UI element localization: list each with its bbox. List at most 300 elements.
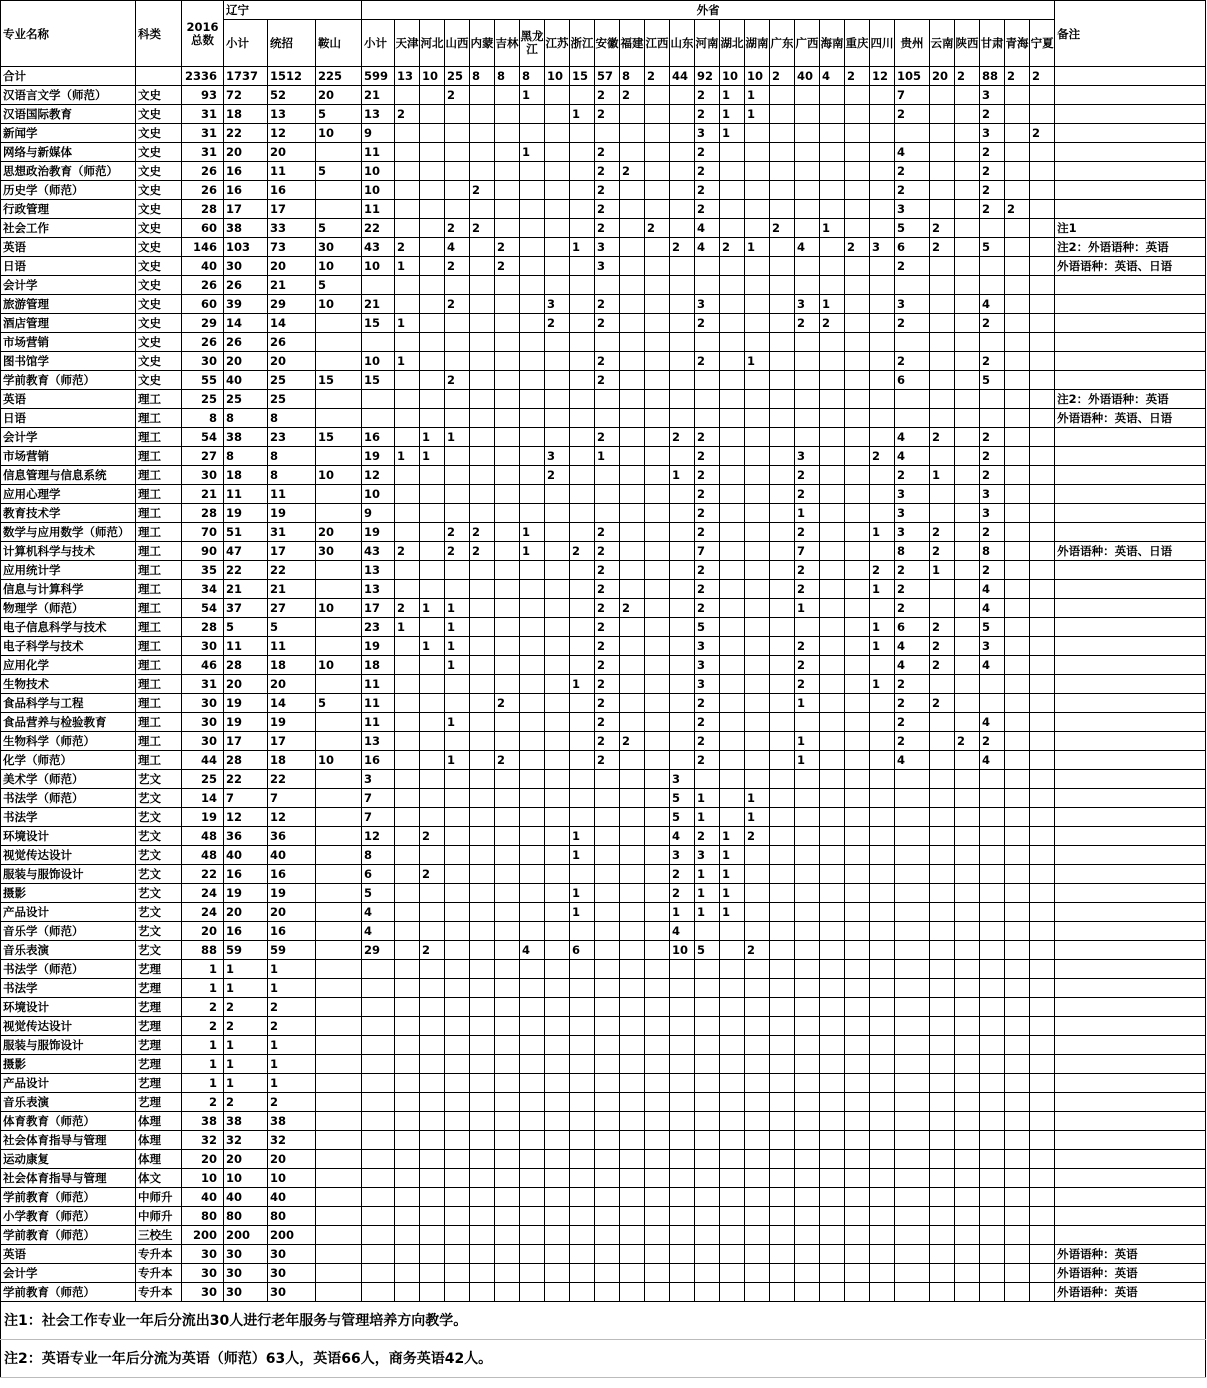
table-row xyxy=(1,1245,1206,1264)
count-cell xyxy=(980,903,1005,922)
count-cell xyxy=(570,1188,595,1207)
remark-cell: 注1 xyxy=(1055,219,1206,238)
count-cell xyxy=(645,732,670,751)
remark-cell xyxy=(1055,523,1206,542)
count-cell xyxy=(1030,1055,1055,1074)
count-cell xyxy=(720,352,745,371)
count-cell: 4 xyxy=(695,219,720,238)
count-cell: 200 xyxy=(224,1226,268,1245)
count-cell xyxy=(395,580,420,599)
count-cell xyxy=(845,561,870,580)
count-cell: 17 xyxy=(224,732,268,751)
count-cell xyxy=(745,428,770,447)
count-cell xyxy=(770,1150,795,1169)
count-cell: 1 xyxy=(720,827,745,846)
count-cell xyxy=(470,352,495,371)
count-cell xyxy=(1005,1093,1030,1112)
count-cell xyxy=(395,694,420,713)
count-cell xyxy=(720,979,745,998)
count-cell: 15 xyxy=(362,314,395,333)
count-cell: 55 xyxy=(182,371,224,390)
count-cell xyxy=(620,428,645,447)
major-name: 环境设计 xyxy=(1,998,136,1017)
count-cell: 88 xyxy=(980,67,1005,86)
count-cell xyxy=(980,257,1005,276)
table-row xyxy=(1,979,1206,998)
count-cell: 8 xyxy=(495,67,520,86)
count-cell: 2 xyxy=(745,941,770,960)
count-cell xyxy=(495,1074,520,1093)
category-cell: 文史 xyxy=(136,371,182,390)
count-cell xyxy=(695,1131,720,1150)
count-cell: 1 xyxy=(268,1074,316,1093)
count-cell: 10 xyxy=(268,1169,316,1188)
count-cell: 3 xyxy=(595,257,620,276)
count-cell xyxy=(930,808,955,827)
count-cell xyxy=(845,1207,870,1226)
count-cell xyxy=(870,732,895,751)
count-cell xyxy=(720,808,745,827)
count-cell: 2 xyxy=(695,751,720,770)
count-cell xyxy=(1005,1245,1030,1264)
count-cell xyxy=(545,675,570,694)
count-cell: 36 xyxy=(224,827,268,846)
count-cell xyxy=(445,827,470,846)
count-cell: 2 xyxy=(595,599,620,618)
count-cell xyxy=(420,1169,445,1188)
count-cell xyxy=(620,884,645,903)
count-cell xyxy=(645,1093,670,1112)
count-cell xyxy=(595,1283,620,1302)
count-cell xyxy=(720,941,745,960)
count-cell: 1 xyxy=(695,884,720,903)
major-name: 视觉传达设计 xyxy=(1,846,136,865)
count-cell: 2 xyxy=(595,219,620,238)
count-cell: 17 xyxy=(362,599,395,618)
count-cell xyxy=(820,960,845,979)
count-cell xyxy=(930,675,955,694)
count-cell xyxy=(395,181,420,200)
count-cell xyxy=(445,941,470,960)
count-cell: 6 xyxy=(895,371,930,390)
count-cell: 20 xyxy=(224,675,268,694)
count-cell xyxy=(570,390,595,409)
count-cell: 29 xyxy=(362,941,395,960)
count-cell: 21 xyxy=(182,485,224,504)
count-cell xyxy=(720,504,745,523)
count-cell xyxy=(495,770,520,789)
count-cell xyxy=(595,865,620,884)
count-cell: 7 xyxy=(362,808,395,827)
count-cell: 2 xyxy=(595,86,620,105)
count-cell: 2 xyxy=(645,219,670,238)
count-cell xyxy=(545,428,570,447)
count-cell xyxy=(845,124,870,143)
count-cell xyxy=(845,1036,870,1055)
count-cell xyxy=(395,561,420,580)
count-cell xyxy=(845,371,870,390)
count-cell xyxy=(720,998,745,1017)
count-cell xyxy=(395,884,420,903)
count-cell: 88 xyxy=(182,941,224,960)
count-cell: 59 xyxy=(224,941,268,960)
count-cell xyxy=(770,770,795,789)
count-cell xyxy=(570,1207,595,1226)
remark-cell xyxy=(1055,732,1206,751)
count-cell xyxy=(745,751,770,770)
count-cell xyxy=(670,1264,695,1283)
count-cell xyxy=(595,789,620,808)
remark-cell xyxy=(1055,941,1206,960)
category-cell: 文史 xyxy=(136,200,182,219)
count-cell xyxy=(770,998,795,1017)
count-cell xyxy=(930,770,955,789)
count-cell xyxy=(795,960,820,979)
count-cell xyxy=(470,618,495,637)
count-cell xyxy=(520,352,545,371)
count-cell xyxy=(745,960,770,979)
count-cell xyxy=(545,181,570,200)
count-cell xyxy=(870,789,895,808)
count-cell: 40 xyxy=(224,1188,268,1207)
count-cell xyxy=(570,504,595,523)
remark-cell xyxy=(1055,979,1206,998)
count-cell: 1 xyxy=(182,960,224,979)
count-cell xyxy=(395,770,420,789)
count-cell xyxy=(930,181,955,200)
table-row xyxy=(1,1169,1206,1188)
count-cell xyxy=(955,1226,980,1245)
count-cell xyxy=(895,1226,930,1245)
count-cell xyxy=(545,922,570,941)
count-cell xyxy=(470,1150,495,1169)
count-cell xyxy=(770,238,795,257)
major-name: 酒店管理 xyxy=(1,314,136,333)
table-row xyxy=(1,618,1206,637)
count-cell xyxy=(870,1150,895,1169)
count-cell: 19 xyxy=(224,713,268,732)
remark-cell xyxy=(1055,181,1206,200)
count-cell xyxy=(720,789,745,808)
remark-cell xyxy=(1055,428,1206,447)
count-cell xyxy=(620,219,645,238)
count-cell xyxy=(1030,637,1055,656)
count-cell xyxy=(520,808,545,827)
remark-cell xyxy=(1055,1188,1206,1207)
count-cell: 60 xyxy=(182,295,224,314)
count-cell xyxy=(820,1150,845,1169)
count-cell xyxy=(895,884,930,903)
count-cell xyxy=(820,561,845,580)
count-cell xyxy=(316,1264,362,1283)
header-province: 山西 xyxy=(445,20,470,67)
remark-cell xyxy=(1055,713,1206,732)
count-cell xyxy=(316,637,362,656)
count-cell xyxy=(620,1169,645,1188)
count-cell: 31 xyxy=(182,105,224,124)
count-cell xyxy=(316,960,362,979)
count-cell: 2 xyxy=(695,181,720,200)
count-cell: 30 xyxy=(268,1245,316,1264)
count-cell: 16 xyxy=(268,865,316,884)
count-cell: 32 xyxy=(224,1131,268,1150)
count-cell xyxy=(395,390,420,409)
count-cell xyxy=(495,998,520,1017)
count-cell xyxy=(820,1264,845,1283)
count-cell xyxy=(395,276,420,295)
count-cell xyxy=(445,1283,470,1302)
count-cell xyxy=(1030,371,1055,390)
count-cell xyxy=(930,1036,955,1055)
count-cell xyxy=(670,295,695,314)
count-cell xyxy=(520,162,545,181)
count-cell: 28 xyxy=(182,504,224,523)
count-cell: 2 xyxy=(795,485,820,504)
count-cell: 19 xyxy=(224,504,268,523)
count-cell xyxy=(670,542,695,561)
count-cell xyxy=(545,1226,570,1245)
count-cell xyxy=(545,1017,570,1036)
count-cell xyxy=(870,751,895,770)
count-cell xyxy=(720,1093,745,1112)
count-cell xyxy=(520,124,545,143)
count-cell xyxy=(955,1169,980,1188)
count-cell xyxy=(895,865,930,884)
major-name: 计算机科学与技术 xyxy=(1,542,136,561)
count-cell xyxy=(845,257,870,276)
count-cell: 11 xyxy=(268,162,316,181)
count-cell xyxy=(720,1264,745,1283)
count-cell xyxy=(745,1017,770,1036)
count-cell xyxy=(445,865,470,884)
count-cell: 22 xyxy=(362,219,395,238)
count-cell xyxy=(1030,713,1055,732)
count-cell xyxy=(745,409,770,428)
count-cell: 32 xyxy=(268,1131,316,1150)
count-cell xyxy=(720,1207,745,1226)
category-cell: 理工 xyxy=(136,732,182,751)
major-name: 市场营销 xyxy=(1,447,136,466)
category-cell: 艺文 xyxy=(136,808,182,827)
count-cell xyxy=(955,1074,980,1093)
count-cell xyxy=(645,1226,670,1245)
count-cell xyxy=(495,352,520,371)
count-cell xyxy=(316,922,362,941)
count-cell xyxy=(620,808,645,827)
count-cell xyxy=(745,181,770,200)
count-cell xyxy=(545,333,570,352)
table-row xyxy=(1,371,1206,390)
remark-cell xyxy=(1055,1131,1206,1150)
remark-cell xyxy=(1055,1112,1206,1131)
count-cell xyxy=(520,580,545,599)
table-row xyxy=(1,656,1206,675)
count-cell xyxy=(795,276,820,295)
count-cell: 3 xyxy=(895,200,930,219)
count-cell xyxy=(895,846,930,865)
count-cell xyxy=(595,1150,620,1169)
count-cell: 9 xyxy=(362,124,395,143)
count-cell xyxy=(520,751,545,770)
count-cell: 11 xyxy=(362,200,395,219)
count-cell xyxy=(520,181,545,200)
category-cell: 艺文 xyxy=(136,941,182,960)
count-cell xyxy=(362,333,395,352)
count-cell xyxy=(570,447,595,466)
count-cell: 2 xyxy=(445,542,470,561)
count-cell: 8 xyxy=(268,466,316,485)
table-row xyxy=(1,200,1206,219)
table-row xyxy=(1,789,1206,808)
count-cell xyxy=(955,789,980,808)
count-cell xyxy=(395,1188,420,1207)
header-province: 湖北 xyxy=(720,20,745,67)
count-cell xyxy=(1030,390,1055,409)
count-cell xyxy=(930,751,955,770)
count-cell xyxy=(820,1093,845,1112)
header-ln-anshan: 鞍山 xyxy=(316,20,362,67)
count-cell xyxy=(395,1131,420,1150)
count-cell xyxy=(445,1169,470,1188)
count-cell: 2 xyxy=(445,257,470,276)
count-cell xyxy=(845,1112,870,1131)
count-cell xyxy=(695,1093,720,1112)
remark-cell xyxy=(1055,865,1206,884)
count-cell xyxy=(495,1188,520,1207)
count-cell: 90 xyxy=(182,542,224,561)
count-cell xyxy=(620,390,645,409)
count-cell xyxy=(770,447,795,466)
count-cell xyxy=(895,1055,930,1074)
count-cell xyxy=(980,789,1005,808)
count-cell xyxy=(645,751,670,770)
count-cell xyxy=(1030,998,1055,1017)
count-cell xyxy=(362,1245,395,1264)
count-cell xyxy=(395,903,420,922)
count-cell xyxy=(955,276,980,295)
major-name: 会计学 xyxy=(1,1264,136,1283)
count-cell xyxy=(470,447,495,466)
count-cell xyxy=(620,580,645,599)
count-cell xyxy=(980,827,1005,846)
category-cell: 理工 xyxy=(136,599,182,618)
count-cell xyxy=(470,257,495,276)
count-cell: 1 xyxy=(695,808,720,827)
count-cell xyxy=(1005,960,1030,979)
count-cell xyxy=(870,504,895,523)
count-cell xyxy=(1030,1188,1055,1207)
count-cell xyxy=(745,1055,770,1074)
count-cell xyxy=(955,542,980,561)
count-cell xyxy=(620,694,645,713)
count-cell: 2 xyxy=(595,561,620,580)
count-cell xyxy=(870,371,895,390)
count-cell xyxy=(595,884,620,903)
count-cell xyxy=(930,447,955,466)
count-cell xyxy=(745,637,770,656)
count-cell: 1 xyxy=(570,105,595,124)
count-cell xyxy=(645,1131,670,1150)
count-cell: 21 xyxy=(224,580,268,599)
count-cell xyxy=(520,295,545,314)
count-cell: 1 xyxy=(268,1036,316,1055)
count-cell xyxy=(745,1283,770,1302)
remark-cell xyxy=(1055,86,1206,105)
table-row xyxy=(1,827,1206,846)
count-cell xyxy=(745,295,770,314)
count-cell xyxy=(895,409,930,428)
count-cell xyxy=(495,732,520,751)
count-cell xyxy=(495,979,520,998)
count-cell xyxy=(316,143,362,162)
count-cell xyxy=(495,86,520,105)
table-row xyxy=(1,409,1206,428)
count-cell: 1 xyxy=(870,637,895,656)
count-cell: 40 xyxy=(224,371,268,390)
count-cell xyxy=(316,504,362,523)
count-cell: 10 xyxy=(745,67,770,86)
count-cell: 2 xyxy=(595,295,620,314)
count-cell xyxy=(420,903,445,922)
count-cell xyxy=(720,390,745,409)
header-province: 宁夏 xyxy=(1030,20,1055,67)
count-cell: 3 xyxy=(695,846,720,865)
count-cell xyxy=(930,333,955,352)
count-cell xyxy=(620,1074,645,1093)
count-cell xyxy=(470,922,495,941)
count-cell xyxy=(770,371,795,390)
count-cell: 31 xyxy=(182,143,224,162)
count-cell xyxy=(745,124,770,143)
count-cell xyxy=(595,276,620,295)
count-cell xyxy=(620,1283,645,1302)
table-row xyxy=(1,523,1206,542)
count-cell xyxy=(520,409,545,428)
count-cell xyxy=(545,200,570,219)
count-cell: 5 xyxy=(695,941,720,960)
count-cell xyxy=(745,219,770,238)
count-cell xyxy=(820,1112,845,1131)
count-cell xyxy=(845,1055,870,1074)
count-cell xyxy=(820,124,845,143)
category-cell: 理工 xyxy=(136,523,182,542)
count-cell xyxy=(770,466,795,485)
count-cell: 17 xyxy=(268,200,316,219)
total-row xyxy=(1,67,1206,86)
count-cell xyxy=(362,1150,395,1169)
count-cell: 1 xyxy=(870,523,895,542)
count-cell: 3 xyxy=(795,295,820,314)
count-cell xyxy=(745,580,770,599)
count-cell xyxy=(495,276,520,295)
count-cell xyxy=(645,428,670,447)
count-cell xyxy=(570,200,595,219)
count-cell xyxy=(545,504,570,523)
count-cell: 8 xyxy=(224,409,268,428)
count-cell xyxy=(1005,143,1030,162)
count-cell: 1 xyxy=(182,1055,224,1074)
count-cell: 33 xyxy=(268,219,316,238)
count-cell xyxy=(1030,827,1055,846)
count-cell xyxy=(520,238,545,257)
count-cell xyxy=(820,922,845,941)
count-cell xyxy=(955,1131,980,1150)
count-cell: 4 xyxy=(980,656,1005,675)
count-cell xyxy=(720,1112,745,1131)
count-cell: 8 xyxy=(268,409,316,428)
count-cell: 2 xyxy=(795,466,820,485)
count-cell xyxy=(695,409,720,428)
